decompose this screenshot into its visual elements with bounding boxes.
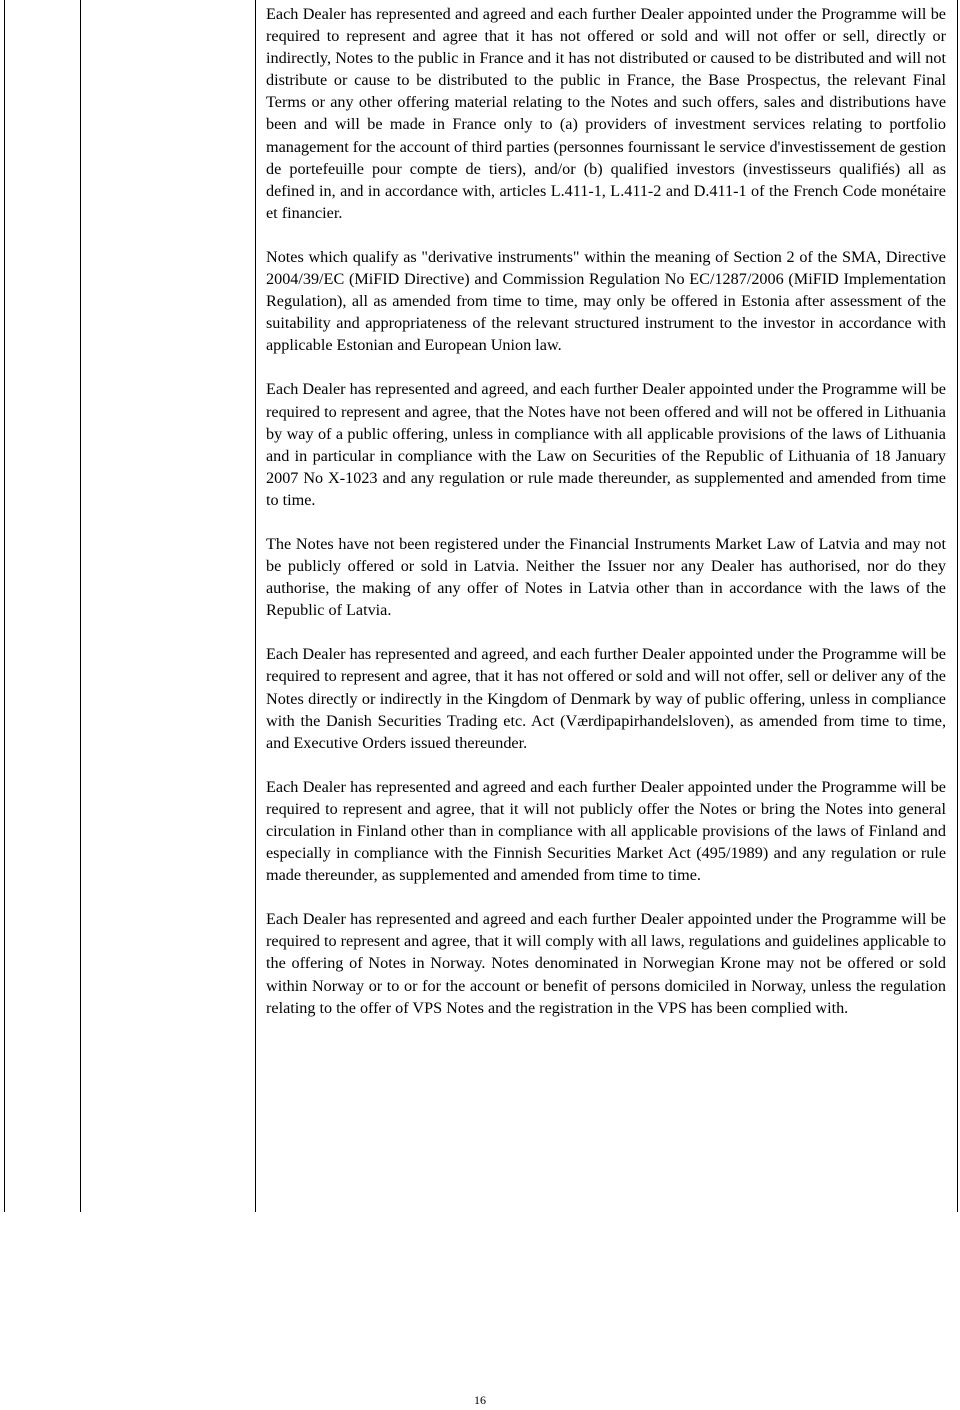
paragraph-estonia: Notes which qualify as "derivative instruments" within the meaning of Section 2 of the SMA, Directive 2004/39/EC (MiFID Directive) and Commission Regulation No EC/1287/2006 (MiFID Implementation Regulation), all as amended from time to time, may only be offered in Estonia after assessment of the suitability and appropriateness of the relevant structured instrument to the investor in accordance with applicable Estonian and European Union law. (266, 247, 946, 355)
paragraph-france: Each Dealer has represented and agreed and each further Dealer appointed under the Programme will be required to represent and agree that it has not offered or sold and will not offer or sell, directly or indirectly, Notes to the public in France and it has not distributed or caused to be distributed and will not distribute or cause to be distributed to the public in France, the Base Prospectus, the relevant Final Terms or any other offering material relating to the Notes and such offers, sales and distributions have been and will be made in France only to (a) providers of investment services relating to portfolio management for the account of third parties (personnes fournissant le service d'investissement de gestion de portefeuille pour compte de tiers), and/or (b) qualified investors (investisseurs qualifiés) all as defined in, and in accordance with, articles L.411-1, L.411-2 and D.411-1 of the French Code monétaire et financier. (266, 5, 946, 222)
paragraph-finland: Each Dealer has represented and agreed and each further Dealer appointed under the Programme will be required to represent and agree, that it will not publicly offer the Notes or bring the Notes into general circulation in Finland other than in compliance with all applicable provisions of the laws of Finland and especially in compliance with the Finnish Securities Market Act (495/1989) and any regulation or rule made thereunder, as supplemented and amended from time to time. (266, 777, 946, 885)
table-column-divider (80, 0, 81, 1212)
page-number: 16 (474, 1393, 486, 1407)
paragraph-norway: Each Dealer has represented and agreed and each further Dealer appointed under the Programme will be required to represent and agree, that it will comply with all laws, regulations and guidelines applicable to the offering of Notes in Norway. Notes denominated in Norwegian Krone may not be offered or sold within Norway or to or for the account or benefit of persons domiciled in Norway, unless the regulation relating to the offer of VPS Notes and the registration in the VPS has been complied with. (266, 910, 946, 1017)
selling-restrictions-text (266, 3, 946, 1041)
table-column-divider (255, 0, 256, 1212)
table-border-right (957, 0, 958, 1212)
paragraph-latvia: The Notes have not been registered under the Financial Instruments Market Law of Latvia and may not be publicly offered or sold in Latvia. Neither the Issuer nor any Dealer has authorised, nor do they authorise, the making of any offer of Notes in Latvia other than in accordance with the laws of the Republic of Latvia. (266, 534, 946, 620)
table-border-left (4, 0, 5, 1212)
paragraph-lithuania: Each Dealer has represented and agreed, and each further Dealer appointed under the Programme will be required to represent and agree, that the Notes have not been offered and will not be offered in Lithuania by way of a public offering, unless in compliance with all applicable provisions of the laws of Lithuania and in particular in compliance with the Law on Securities of the Republic of Lithuania of 18 January 2007 No X-1023 and any regulation or rule made thereunder, as supplemented and amended from time to time. (266, 380, 946, 509)
paragraph-denmark: Each Dealer has represented and agreed, and each further Dealer appointed under the Programme will be required to represent and agree, that it has not offered or sold and will not offer, sell or deliver any of the Notes directly or indirectly in the Kingdom of Denmark by way of public offering, unless in compliance with the Danish Securities Trading etc. Act (Værdipapirhandelsloven), as amended from time to time, and Executive Orders issued thereunder. (266, 645, 946, 752)
